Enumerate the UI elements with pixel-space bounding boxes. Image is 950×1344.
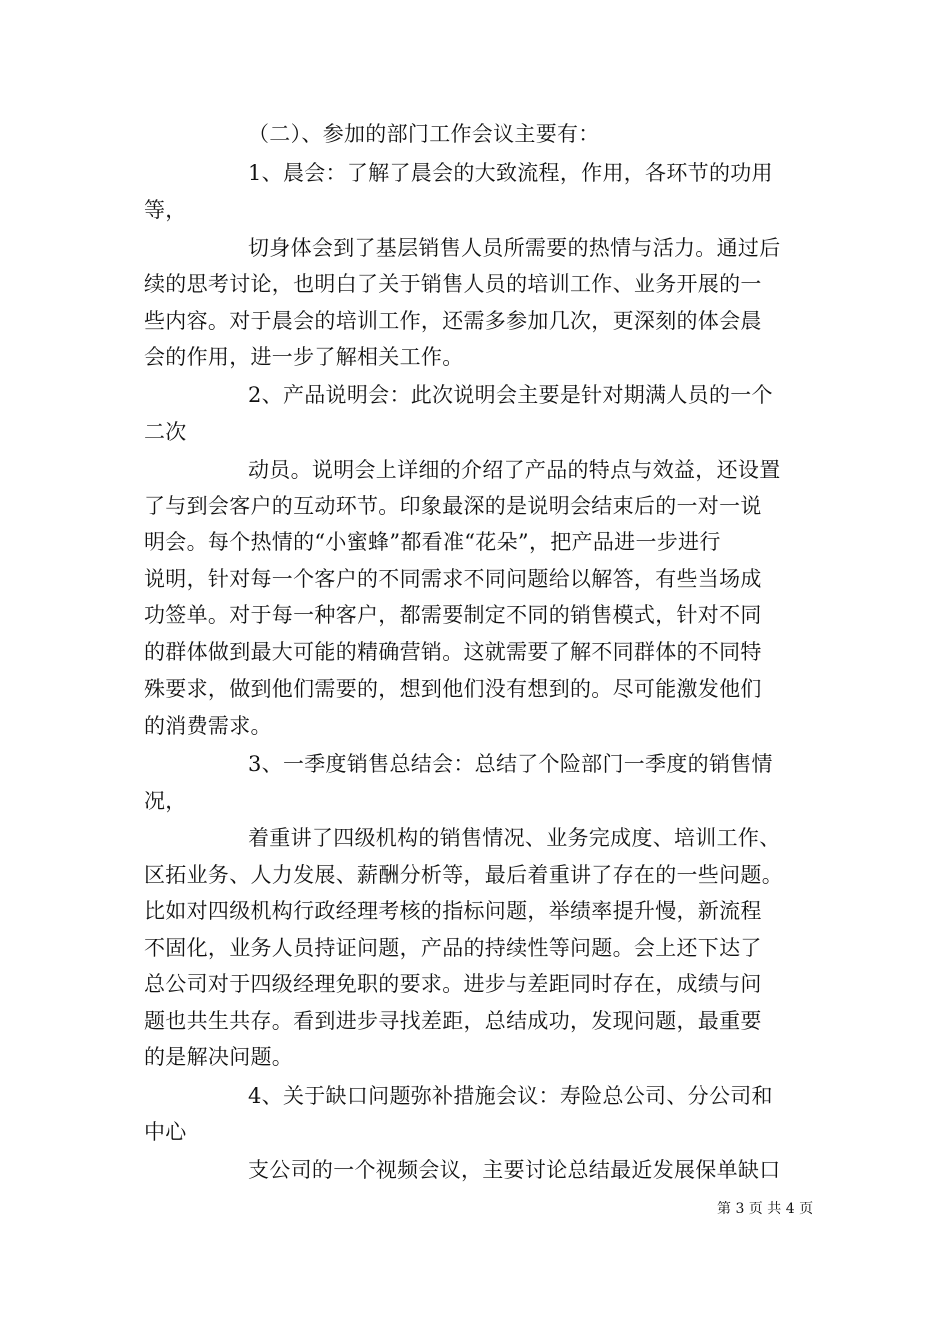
paragraph-line: 等， <box>144 198 187 222</box>
paragraph-line: 切身体会到了基层销售人员所需要的热情与活力。通过后 <box>248 236 781 260</box>
paragraph-line: 的群体做到最大可能的精确营销。这就需要了解不同群体的不同特 <box>144 640 762 664</box>
page-number: 第 3 页 共 4 页 <box>717 1201 814 1217</box>
paragraph-line: 功签单。对于每一种客户，都需要制定不同的销售模式，针对不同 <box>144 603 762 627</box>
paragraph-line: 支公司的一个视频会议，主要讨论总结最近发展保单缺口 <box>248 1158 781 1182</box>
paragraph-line: 中心 <box>144 1120 187 1144</box>
paragraph-line: 不固化，业务人员持证问题，产品的持续性等问题。会上还下达了 <box>144 936 762 960</box>
paragraph-line: 的消费需求。 <box>144 714 272 738</box>
paragraph-line: 着重讲了四级机构的销售情况、业务完成度、培训工作、 <box>248 826 781 850</box>
paragraph-line: 3、一季度销售总结会：总结了个险部门一季度的销售情 <box>248 752 773 776</box>
paragraph-line: 明会。每个热情的“小蜜蜂”都看准“花朵”，把产品进一步进行 <box>144 530 721 554</box>
paragraph-line: 况， <box>144 789 187 813</box>
paragraph-line: 说明，针对每一个客户的不同需求不同问题给以解答，有些当场成 <box>144 567 762 591</box>
paragraph-line: 动员。说明会上详细的介绍了产品的特点与效益，还设置 <box>248 458 781 482</box>
paragraph-line: 续的思考讨论，也明白了关于销售人员的培训工作、业务开展的一 <box>144 272 762 296</box>
paragraph-line: 比如对四级机构行政经理考核的指标问题，举绩率提升慢，新流程 <box>144 899 762 923</box>
paragraph-line: 殊要求，做到他们需要的，想到他们没有想到的。尽可能激发他们 <box>144 677 762 701</box>
paragraph-line: 总公司对于四级经理免职的要求。进步与差距同时存在，成绩与问 <box>144 972 762 996</box>
heading-line: （二）、参加的部门工作会议主要有： <box>248 122 600 146</box>
paragraph-line: 4、关于缺口问题弥补措施会议：寿险总公司、分公司和 <box>248 1084 773 1108</box>
paragraph-line: 些内容。对于晨会的培训工作，还需多参加几次，更深刻的体会晨 <box>144 309 762 333</box>
paragraph-line: 的是解决问题。 <box>144 1045 294 1069</box>
paragraph-line: 1、晨会：了解了晨会的大致流程，作用，各环节的功用 <box>248 161 773 185</box>
paragraph-line: 题也共生共存。看到进步寻找差距，总结成功，发现问题，最重要 <box>144 1009 762 1033</box>
paragraph-line: 了与到会客户的互动环节。印象最深的是说明会结束后的一对一说 <box>144 494 762 518</box>
paragraph-line: 二次 <box>144 420 187 444</box>
paragraph-line: 2、产品说明会：此次说明会主要是针对期满人员的一个 <box>248 383 773 407</box>
paragraph-line: 会的作用，进一步了解相关工作。 <box>144 345 464 369</box>
paragraph-line: 区拓业务、人力发展、薪酬分析等，最后着重讲了存在的一些问题。 <box>144 863 783 887</box>
